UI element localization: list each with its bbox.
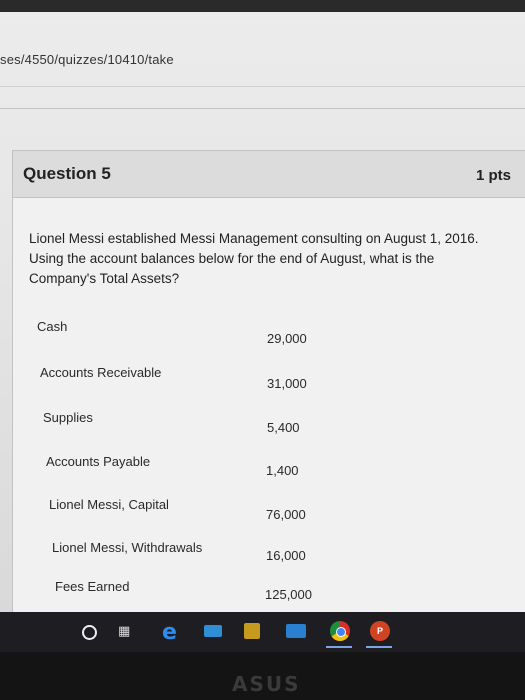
- account-label-supplies: Supplies: [43, 410, 93, 425]
- account-label-capital: Lionel Messi, Capital: [49, 497, 169, 512]
- store-icon[interactable]: [244, 623, 260, 639]
- account-value-supplies: 5,400: [267, 420, 300, 435]
- browser-top-edge: [0, 0, 525, 12]
- question-title: Question 5: [23, 164, 111, 183]
- divider: [0, 108, 525, 109]
- account-value-withdrawals: 16,000: [266, 548, 306, 563]
- question-text: Lionel Messi established Messi Management consulting on August 1, 2016. Using the account balances below for the end of August, what is the Company's Total Assets?: [29, 231, 479, 286]
- chrome-icon[interactable]: [330, 621, 350, 641]
- account-label-withdrawals: Lionel Messi, Withdrawals: [52, 540, 203, 555]
- chrome-icon-center: [336, 627, 346, 637]
- file-explorer-icon[interactable]: [204, 625, 222, 637]
- account-label-fees-earned: Fees Earned: [55, 579, 130, 594]
- account-value-accounts-receivable: 31,000: [267, 376, 307, 391]
- search-icon[interactable]: [82, 625, 97, 640]
- laptop-brand-logo: ASUS: [232, 672, 301, 696]
- account-value-fees-earned: 125,000: [265, 587, 312, 602]
- account-value-cash: 29,000: [267, 331, 307, 346]
- edge-browser-icon[interactable]: e: [162, 620, 177, 645]
- question-header: [13, 151, 525, 198]
- address-bar-url[interactable]: ses/4550/quizzes/10410/take: [0, 52, 174, 67]
- powerpoint-active-indicator: [366, 646, 392, 648]
- account-label-cash: Cash: [37, 319, 68, 334]
- question-card: [12, 150, 525, 622]
- account-label-accounts-payable: Accounts Payable: [46, 454, 151, 469]
- mail-icon[interactable]: [286, 624, 306, 638]
- chrome-active-indicator: [326, 646, 352, 648]
- account-value-accounts-payable: 1,400: [266, 463, 299, 478]
- question-points: 1 pts: [475, 167, 511, 184]
- account-label-accounts-receivable: Accounts Receivable: [40, 365, 162, 380]
- divider: [0, 86, 525, 87]
- account-value-capital: 76,000: [266, 507, 306, 522]
- windows-taskbar: [0, 612, 525, 652]
- powerpoint-icon[interactable]: P: [370, 621, 390, 641]
- task-view-icon[interactable]: ▦: [118, 624, 131, 639]
